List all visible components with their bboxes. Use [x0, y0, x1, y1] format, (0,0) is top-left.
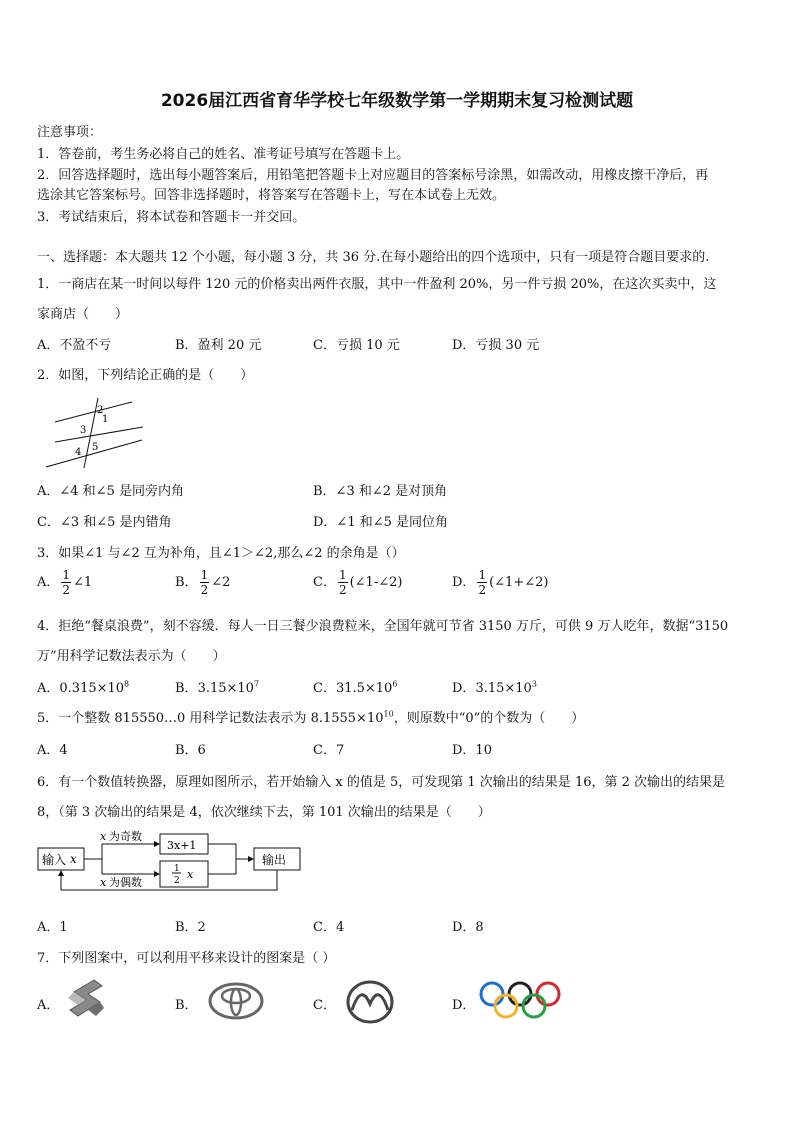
- notice-item: 选涂其它答案标号。回答非选择题时，将答案写在答题卡上，写在本试卷上无效。: [37, 188, 506, 203]
- q1-option-d[interactable]: D．亏损 30 元: [452, 338, 540, 353]
- exponent: 7: [253, 679, 260, 689]
- option-letter: D．: [452, 575, 476, 590]
- option-text: 0.315×10: [59, 681, 125, 696]
- option-text: ∠1: [73, 575, 93, 590]
- odd-label: 为奇数: [109, 830, 142, 843]
- q6-option-b[interactable]: B．2: [175, 920, 206, 935]
- q1-option-a[interactable]: A．不盈不亏: [37, 338, 112, 353]
- angle-label: 4: [75, 447, 82, 458]
- frac-den: 2: [174, 876, 180, 886]
- page-title: 2026届江西省育华学校七年级数学第一学期期末复习检测试题: [160, 91, 634, 111]
- angle-label: 5: [92, 442, 99, 453]
- ring-icon: [481, 983, 503, 1005]
- notice-item: 2．回答选择题时，选出每小题答案后，用铅笔把答题卡上对应题目的答案标号涂黑，如需改动，用橡皮擦干净后，再: [37, 168, 709, 183]
- q2-option-b[interactable]: B．∠3 和∠2 是对顶角: [313, 484, 448, 499]
- q1-option-b[interactable]: B．盈利 20 元: [175, 338, 262, 353]
- angle-label: 2: [97, 405, 104, 416]
- question-1-line: 1．一商店在某一时间以每件 120 元的价格卖出两件衣服，其中一件盈利 20%，另一件亏损 20%，在这次买卖中，这: [37, 277, 717, 292]
- toyota-logo: [208, 982, 264, 1020]
- q3-option-c[interactable]: [313, 568, 402, 597]
- q2-option-a[interactable]: A．∠4 和∠5 是同旁内角: [37, 484, 184, 499]
- exponent: 3: [531, 679, 537, 689]
- option-letter: A．: [37, 575, 60, 590]
- angle-label: 3: [80, 425, 87, 436]
- olympic-rings-logo: [478, 980, 562, 1022]
- option-text: (∠1-∠2): [349, 575, 403, 590]
- question-4-line: 万”用科学记数法表示为（ ）: [37, 649, 226, 664]
- angle-label: 1: [102, 414, 109, 425]
- question-1-line: 家商店（ ）: [37, 307, 129, 322]
- question-2-stem: 2．如图，下列结论正确的是（ ）: [37, 368, 254, 383]
- q6-option-d[interactable]: D．8: [452, 920, 484, 935]
- question-6-line: 6．有一个数值转换器，原理如图所示，若开始输入 x 的值是 5，可发现第 1 次输出的结果是 16，第 2 次输出的结果是: [37, 775, 726, 790]
- q2-option-c[interactable]: C．∠3 和∠5 是内错角: [37, 515, 172, 530]
- q6-option-c[interactable]: C．4: [313, 920, 345, 935]
- q4-option-d[interactable]: [452, 677, 537, 696]
- q7-option-c[interactable]: C．: [313, 998, 336, 1013]
- q4-option-a[interactable]: [37, 677, 129, 696]
- exponent: 6: [392, 679, 398, 689]
- odd-formula: 3x+1: [167, 839, 197, 852]
- q5-option-a[interactable]: A．4: [37, 743, 68, 758]
- even-formula-var: x: [187, 868, 194, 881]
- fraction-one-half: $\frac{1}{2}$: [200, 568, 209, 597]
- q7-option-b[interactable]: B．: [175, 998, 198, 1013]
- even-var: x: [100, 876, 107, 889]
- ring-icon: [509, 983, 531, 1005]
- option-letter: A．: [37, 681, 60, 696]
- mazda-logo: [346, 980, 394, 1024]
- angle-figure: [40, 392, 150, 472]
- q3-option-d[interactable]: [452, 568, 548, 597]
- question-7-stem: 7．下列图案中，可以利用平移来设计的图案是（ ）: [37, 951, 336, 966]
- q5-option-c[interactable]: C．7: [313, 743, 345, 758]
- fraction-one-half: $\frac{1}{2}$: [338, 568, 347, 597]
- fraction-one-half: $\frac{1}{2}$: [478, 568, 487, 597]
- q4-option-b[interactable]: [175, 677, 259, 696]
- question-4-line: 4．拒绝“餐桌浪费”，刻不容缓．每人一日三餐少浪费粒米，全国年就可节省 3150 万斤，可供 9 万人吃年，数据“3150: [37, 619, 729, 634]
- q5-option-d[interactable]: D．10: [452, 743, 492, 758]
- q7-option-d[interactable]: D．: [452, 998, 476, 1013]
- converter-flowchart: [36, 826, 306, 892]
- q3-option-a[interactable]: [37, 568, 92, 597]
- option-text: ∠2: [211, 575, 231, 590]
- notice-item: 1．答卷前，考生务必将自己的姓名、准考证号填写在答题卡上。: [37, 147, 410, 162]
- exponent: 8: [124, 679, 130, 689]
- q6-option-a[interactable]: A．1: [37, 920, 68, 935]
- option-letter: C．: [313, 575, 336, 590]
- q4-option-c[interactable]: [313, 677, 397, 696]
- suzuki-logo: [64, 978, 108, 1024]
- odd-var: x: [100, 830, 107, 843]
- even-label: 为偶数: [109, 876, 142, 889]
- notice-heading: 注意事项：: [37, 125, 103, 140]
- q5-option-b[interactable]: B．6: [175, 743, 206, 758]
- section-heading: 一、选择题：本大题共 12 个小题，每小题 3 分，共 36 分.在每小题给出的四个选项中，只有一项是符合题目要求的.: [37, 250, 710, 265]
- even-formula-box: [160, 861, 208, 887]
- question-3-stem: 3．如果∠1 与∠2 互为补角，且∠1＞∠2,那么∠2 的余角是（）: [37, 546, 405, 561]
- exponent: 10: [383, 709, 394, 719]
- q3-option-b[interactable]: [175, 568, 230, 597]
- option-letter: C．: [313, 681, 336, 696]
- ring-icon: [523, 995, 545, 1017]
- option-letter: B．: [175, 575, 198, 590]
- frac-num: 1: [174, 864, 180, 874]
- notice-item: 3．考试结束后，将本试卷和答题卡一并交回。: [37, 210, 306, 225]
- input-var: x: [70, 852, 77, 866]
- option-text: 3.15×10: [475, 681, 532, 696]
- question-6-line: 8，（第 3 次输出的结果是 4，依次继续下去，第 101 次输出的结果是（ ）: [37, 805, 491, 820]
- q2-option-d[interactable]: D．∠1 和∠5 是同位角: [313, 515, 449, 530]
- ring-icon: [537, 983, 559, 1005]
- fraction-one-half: $\frac{1}{2}$: [62, 568, 71, 597]
- question-5-stem: 5．一个整数 815550…0 用科学记数法表示为 $8.1555\times 10^{10}$，则原数中“0”的个数为（ ）: [37, 709, 585, 726]
- ring-icon: [495, 995, 517, 1017]
- option-letter: B．: [175, 681, 198, 696]
- output-label: 输出: [262, 853, 287, 867]
- option-text: 3.15×10: [197, 681, 254, 696]
- q1-option-c[interactable]: C．亏损 10 元: [313, 338, 400, 353]
- option-text: (∠1+∠2): [489, 575, 549, 590]
- q7-option-a[interactable]: A．: [37, 998, 60, 1013]
- option-letter: D．: [452, 681, 476, 696]
- figure-line: [55, 427, 143, 442]
- input-label: 输入: [42, 853, 67, 867]
- option-text: 31.5×10: [335, 681, 393, 696]
